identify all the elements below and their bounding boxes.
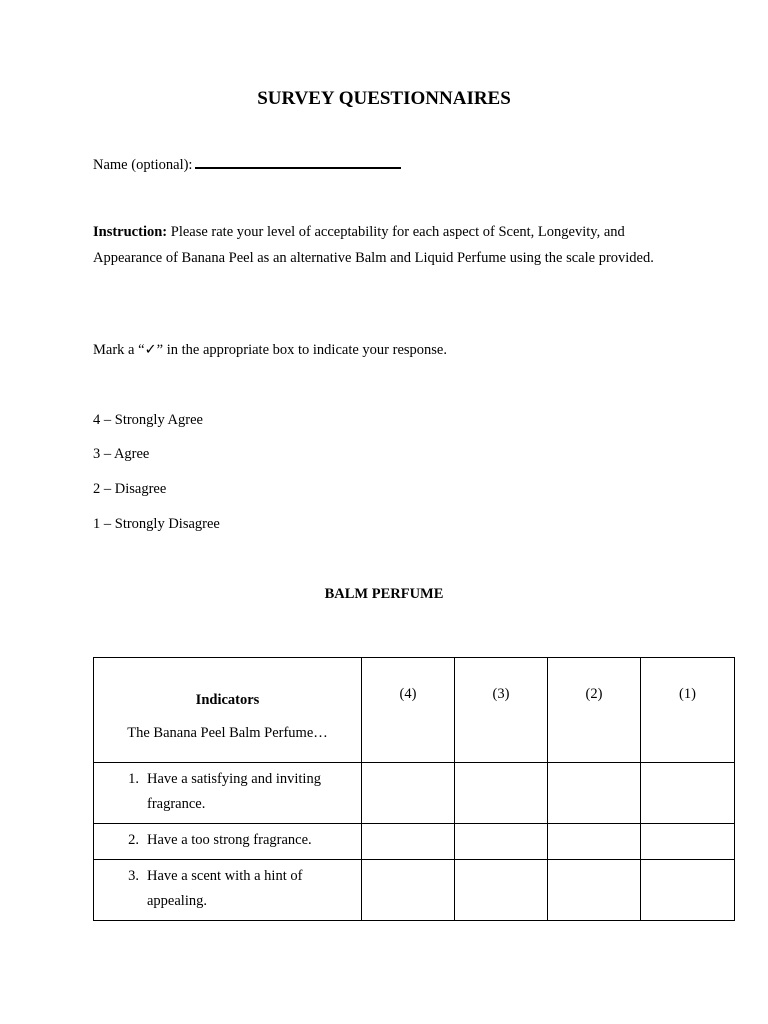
scale-item-1: 1 – Strongly Disagree [93,516,220,532]
scale-header-2: (2) [548,658,641,763]
instruction-paragraph [93,220,678,271]
rating-box-3[interactable] [455,763,548,824]
indicator-cell [94,860,362,921]
scale-item-3: 3 – Agree [93,446,150,462]
rating-box-1[interactable] [641,860,735,921]
instruction-text: Please rate your level of acceptability for each aspect of Scent, Longevity, and Appearance of Banana Peel as an alternative Balm and Liquid Perfume using the scale provided. [93,224,654,266]
indicators-header: Indicators [195,692,260,708]
rating-box-3[interactable] [455,860,548,921]
scale-header-3: (3) [455,658,548,763]
rating-box-2[interactable] [548,860,641,921]
rating-box-4[interactable] [362,824,455,860]
rating-box-1[interactable] [641,824,735,860]
table-row [94,860,735,921]
mark-instruction: Mark a “✓” in the appropriate box to indicate your response. [93,342,447,358]
table-header-row [94,658,735,763]
indicator-cell [94,763,362,824]
rating-box-2[interactable] [548,824,641,860]
indicator-number: 3. [128,868,139,884]
name-field-row [93,155,401,174]
indicator-number: 2. [128,832,139,848]
rating-box-4[interactable] [362,763,455,824]
indicators-subheader: The Banana Peel Balm Perfume… [127,725,328,741]
rating-table [93,657,735,921]
indicator-cell [94,824,362,860]
scale-header-4: (4) [362,658,455,763]
table-row [94,763,735,824]
rating-box-3[interactable] [455,824,548,860]
table-row [94,824,735,860]
indicator-text: Have a too strong fragrance. [147,832,312,848]
rating-box-1[interactable] [641,763,735,824]
section-title: BALM PERFUME [324,586,444,602]
instruction-label: Instruction: [93,224,168,240]
rating-box-2[interactable] [548,763,641,824]
indicators-header-cell [94,658,362,763]
name-label: Name (optional): [93,157,193,173]
scale-header-1: (1) [641,658,735,763]
rating-box-4[interactable] [362,860,455,921]
name-blank-line[interactable] [195,155,401,169]
indicator-text: Have a scent with a hint of appealing. [147,868,303,909]
scale-item-2: 2 – Disagree [93,481,167,497]
scale-item-4: 4 – Strongly Agree [93,412,203,428]
page-title: SURVEY QUESTIONNAIRES [257,88,511,109]
indicator-text: Have a satisfying and inviting fragrance. [147,771,321,812]
indicator-number: 1. [128,771,139,787]
